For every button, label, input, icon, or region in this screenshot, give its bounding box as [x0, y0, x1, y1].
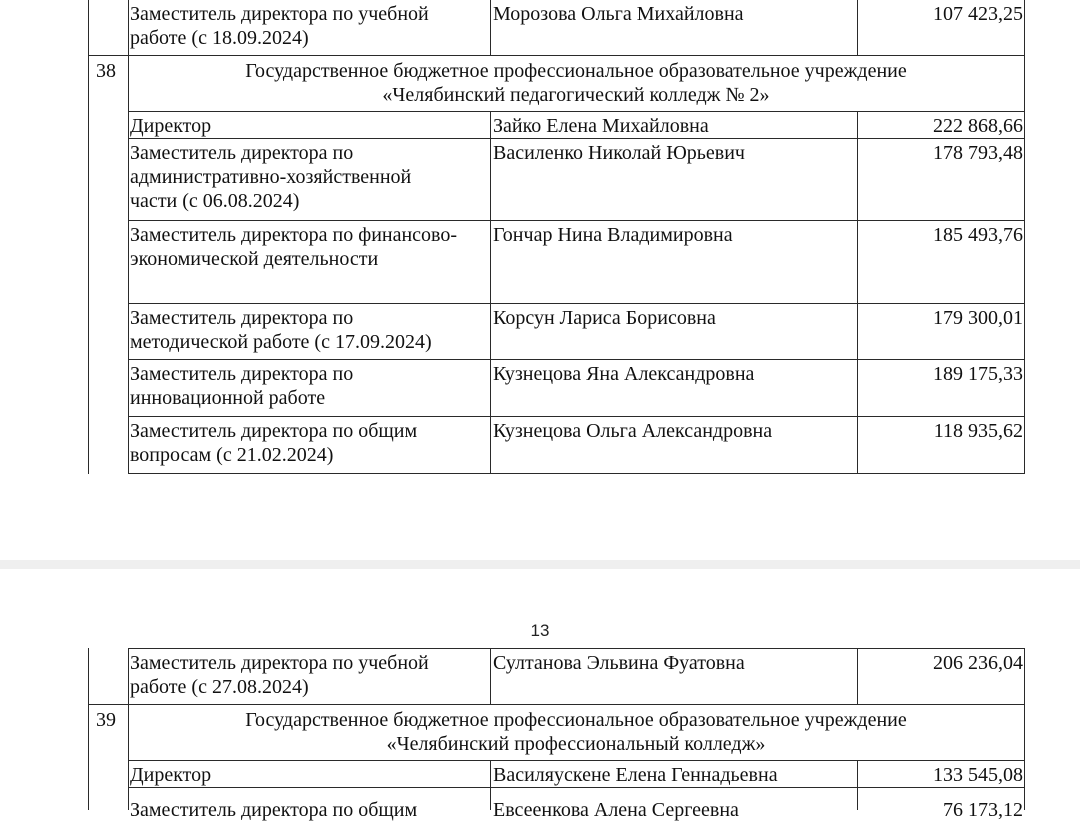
table-row-border	[128, 220, 1025, 221]
table-row-border	[128, 303, 1025, 304]
table-border-amount	[857, 0, 858, 55]
name-cell: Евсеенкова Алена Сергеевна	[493, 799, 739, 821]
amount-cell: 107 423,25	[933, 3, 1023, 25]
name-cell: Зайко Елена Михайловна	[493, 115, 709, 137]
page-number: 13	[530, 621, 550, 640]
name-cell: Гончар Нина Владимировна	[493, 224, 733, 246]
position-cell: Директор	[130, 764, 212, 786]
table-border-right	[1024, 0, 1025, 474]
amount-cell: 118 935,62	[933, 420, 1023, 442]
position-cell: Заместитель директора по общим вопросам (с 21.02.2024)	[130, 420, 418, 466]
table-row-border	[128, 416, 1025, 417]
table-border-name	[490, 111, 491, 474]
table-row-border	[128, 111, 1025, 112]
name-cell: Корсун Лариса Борисовна	[493, 307, 716, 329]
amount-cell: 133 545,08	[933, 764, 1023, 786]
position-cell: Заместитель директора по общим	[130, 799, 418, 821]
institution-title: Государственное бюджетное профессиональное образовательное учреждение «Челябинский педагогический колледж № 2»	[245, 60, 907, 106]
table-row-border	[88, 704, 1025, 705]
position-cell: Заместитель директора по учебной работе (с 18.09.2024)	[130, 3, 429, 49]
position-cell: Заместитель директора по финансово- экономической деятельности	[130, 224, 458, 270]
amount-cell: 76 173,12	[943, 799, 1023, 821]
table-row-border	[128, 648, 1025, 649]
document-page-lower	[0, 569, 1080, 821]
amount-cell: 179 300,01	[933, 307, 1023, 329]
position-cell: Заместитель директора по методической работе (с 17.09.2024)	[130, 307, 432, 353]
amount-cell: 185 493,76	[933, 224, 1023, 246]
table-border-name	[490, 648, 491, 704]
name-cell: Султанова Эльвина Фуатовна	[493, 652, 745, 674]
table-border-amount	[857, 648, 858, 704]
amount-cell: 222 868,66	[933, 115, 1023, 137]
amount-cell: 178 793,48	[933, 142, 1023, 164]
table-row-border	[128, 760, 1025, 761]
table-row-border	[128, 138, 1025, 139]
table-border-amount	[857, 760, 858, 810]
name-cell: Василяускене Елена Геннадьевна	[493, 764, 778, 786]
institution-index: 39	[96, 709, 116, 731]
name-cell: Кузнецова Ольга Александровна	[493, 420, 773, 442]
table-border-amount	[857, 111, 858, 474]
page-separator	[0, 560, 1080, 569]
name-cell: Морозова Ольга Михайловна	[493, 3, 744, 25]
table-row-border	[128, 359, 1025, 360]
name-cell: Кузнецова Яна Александровна	[493, 363, 755, 385]
amount-cell: 189 175,33	[933, 363, 1023, 385]
table-border-left	[88, 0, 89, 474]
table-row-border	[88, 55, 1025, 56]
table-border-name	[490, 760, 491, 810]
table-row-border	[128, 787, 1025, 788]
name-cell: Василенко Николай Юрьевич	[493, 142, 745, 164]
institution-title: Государственное бюджетное профессиональное образовательное учреждение «Челябинский профессиональный колледж»	[245, 709, 907, 755]
position-cell: Заместитель директора по инновационной работе	[130, 363, 354, 409]
table-row-border	[128, 473, 1025, 474]
position-cell: Заместитель директора по административно-хозяйственной части (с 06.08.2024)	[130, 142, 412, 212]
table-border-left	[88, 648, 89, 810]
position-cell: Заместитель директора по учебной работе (с 27.08.2024)	[130, 652, 429, 698]
table-border-name	[490, 0, 491, 55]
table-border-right	[1024, 648, 1025, 810]
position-cell: Директор	[130, 115, 212, 137]
institution-index: 38	[96, 60, 116, 82]
amount-cell: 206 236,04	[933, 652, 1023, 674]
